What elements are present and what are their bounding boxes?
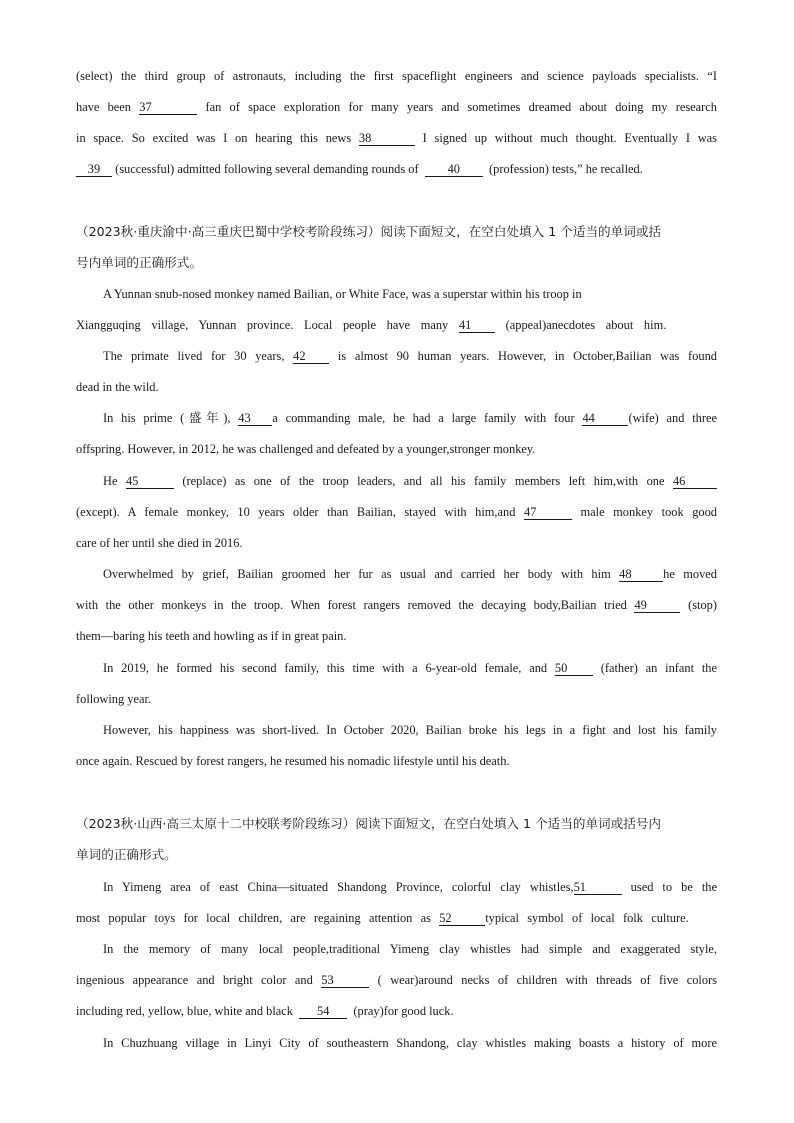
text-run: he moved xyxy=(663,567,717,581)
blank-52[interactable]: 52 xyxy=(439,911,485,926)
text-run: male monkey took good xyxy=(580,505,717,519)
s2-p7-line-1 xyxy=(103,722,717,738)
blank-38[interactable]: 38 xyxy=(359,131,415,146)
text-run: used to be the xyxy=(630,880,717,894)
s1-line-2 xyxy=(76,99,717,115)
text-run: a commanding male, he had a large family with four xyxy=(272,411,575,425)
text-run: (except). A female monkey, 10 years older than Bailian, stayed with him,and xyxy=(76,505,516,519)
s2-p5-line-1 xyxy=(103,566,717,582)
text-run: In his prime (盛年), xyxy=(103,411,231,425)
text-run: (wife) and three xyxy=(628,411,717,425)
blank-47[interactable]: 47 xyxy=(524,505,572,520)
text-run: In 2019, he formed his second family, this time with a 6-year-old female, and xyxy=(103,661,548,675)
s2-p1-line-1: A Yunnan snub-nosed monkey named Bailian, or White Face, was a superstar within his troop in xyxy=(103,287,582,301)
s2-p3-line-1 xyxy=(103,410,717,426)
text-run: including red, yellow, blue, white and black xyxy=(76,1004,294,1018)
blank-54[interactable]: 54 xyxy=(299,1004,347,1019)
s2-p3-line-2: offspring. However, in 2012, he was challenged and defeated by a younger,stronger monkey. xyxy=(76,442,536,456)
blank-49[interactable]: 49 xyxy=(634,598,680,613)
blank-51[interactable]: 51 xyxy=(574,880,622,895)
s3-p2-line-2 xyxy=(76,972,717,988)
blank-39[interactable]: 39 xyxy=(76,162,112,177)
text-run: (pray)for good luck. xyxy=(353,1004,454,1018)
text-run: ( wear)around necks of children with threads of five colors xyxy=(377,973,717,987)
text-run: (successful) admitted following several demanding rounds of xyxy=(115,162,419,176)
s2-heading-line-1: （2023秋·重庆渝中·高三重庆巴蜀中学校考阶段练习）阅读下面短文，在空白处填入 1 个适当的单词或括 xyxy=(76,224,662,239)
text-run: Overwhelmed by grief, Bailian groomed her fur as usual and carried her body with him xyxy=(103,567,611,581)
s2-p4-line-1 xyxy=(103,473,717,489)
s3-p3-line-1 xyxy=(103,1035,717,1051)
blank-41[interactable]: 41 xyxy=(459,318,495,333)
s2-p5-line-2 xyxy=(76,597,717,613)
text-run: However, his happiness was short-lived. In October 2020, Bailian broke his legs in a fight and lost his family xyxy=(103,723,717,737)
s1-line-4 xyxy=(76,161,717,177)
text-run: The primate lived for 30 years, xyxy=(103,349,285,363)
blank-44[interactable]: 44 xyxy=(582,411,628,426)
text-run: I signed up without much thought. Eventually I was xyxy=(422,131,717,145)
text-run: (father) an infant the xyxy=(600,661,717,675)
text-run: fan of space exploration for many years and sometimes dreamed about doing my research xyxy=(205,100,717,114)
s3-p2-line-3 xyxy=(76,1003,717,1019)
text-run: In Yimeng area of east China—situated Shandong Province, colorful clay whistles, xyxy=(103,880,574,894)
text-run: (stop) xyxy=(688,598,717,612)
blank-48[interactable]: 48 xyxy=(619,567,663,582)
blank-40[interactable]: 40 xyxy=(425,162,483,177)
blank-46[interactable]: 46 xyxy=(673,474,717,489)
text-run: He xyxy=(103,474,118,488)
s2-heading-line-2: 号内单词的正确形式。 xyxy=(76,255,202,270)
text-run: have been xyxy=(76,100,132,114)
s2-p6-line-2: following year. xyxy=(76,692,152,706)
s3-heading-line-2: 单词的正确形式。 xyxy=(76,847,177,862)
s2-p4-line-3: care of her until she died in 2016. xyxy=(76,536,243,550)
text-run: In the memory of many local people,traditional Yimeng clay whistles had simple and exaggerated style, xyxy=(103,942,717,956)
blank-37[interactable]: 37 xyxy=(139,100,197,115)
s2-p5-line-3: them—baring his teeth and howling as if in great pain. xyxy=(76,629,347,643)
s1-line-3 xyxy=(76,130,717,146)
s2-p4-line-2 xyxy=(76,504,717,520)
s2-p2-line-1 xyxy=(103,348,717,364)
s1-line-1 xyxy=(76,68,717,84)
blank-45[interactable]: 45 xyxy=(126,474,174,489)
s2-p2-line-2: dead in the wild. xyxy=(76,380,159,394)
s2-p7-line-2: once again. Rescued by forest rangers, he resumed his nomadic lifestyle until his death. xyxy=(76,754,510,768)
blank-53[interactable]: 53 xyxy=(321,973,369,988)
text-run: (appeal)anecdotes about him. xyxy=(505,318,667,332)
text-run: Xiangguqing village, Yunnan province. Local people have many xyxy=(76,318,449,332)
text-run: with the other monkeys in the troop. When forest rangers removed the decaying body,Bailian tried xyxy=(76,598,627,612)
blank-43[interactable]: 43 xyxy=(238,411,272,426)
text-run: is almost 90 human years. However, in October,Bailian was found xyxy=(337,349,717,363)
text-run: in space. So excited was I on hearing this news xyxy=(76,131,352,145)
blank-50[interactable]: 50 xyxy=(555,661,593,676)
s3-heading-line-1: （2023秋·山西·高三太原十二中校联考阶段练习）阅读下面短文，在空白处填入 1 个适当的单词或括号内 xyxy=(76,816,662,831)
s2-p1-line-2 xyxy=(76,317,717,333)
blank-42[interactable]: 42 xyxy=(293,349,329,364)
text-run: typical symbol of local folk culture. xyxy=(485,911,689,925)
text-run: ingenious appearance and bright color and xyxy=(76,973,313,987)
s3-p2-line-1 xyxy=(103,941,717,957)
s1-line-1-text: (select) the third group of astronauts, including the first spaceflight engineers and science payloads specialists. “I xyxy=(76,69,717,83)
s2-p6-line-1 xyxy=(103,660,717,676)
text-run: (profession) tests,” he recalled. xyxy=(489,162,643,176)
s3-p1-line-2 xyxy=(76,910,717,926)
text-run: (replace) as one of the troop leaders, and all his family members left him,with one xyxy=(182,474,665,488)
text-run: most popular toys for local children, are regaining attention as xyxy=(76,911,431,925)
text-run: In Chuzhuang village in Linyi City of southeastern Shandong, clay whistles making boasts a history of more xyxy=(103,1036,717,1050)
s3-p1-line-1 xyxy=(103,879,717,895)
